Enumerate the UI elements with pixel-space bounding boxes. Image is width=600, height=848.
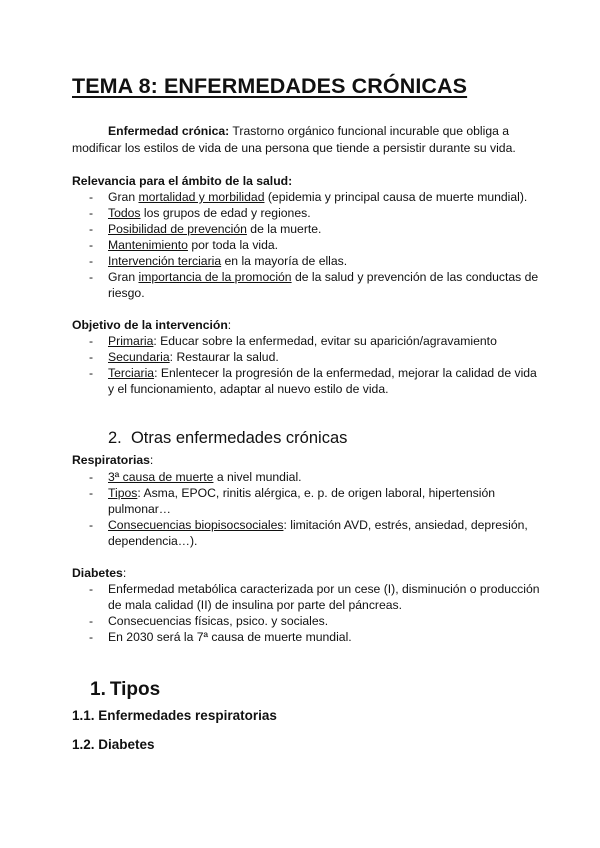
dash-bullet: - (89, 366, 94, 380)
list-item: - Posibilidad de prevención de la muerte. (89, 222, 322, 236)
definition-text: Trastorno orgánico funcional incurable que obliga a modificar los estilos de vida de una persona que tiende a persistir durante su vida. (72, 124, 516, 155)
list-item: - Enfermedad metabólica caracterizada por un cese (I), disminución o producción de mala calidad (II) de insulina por parte del páncreas. (89, 582, 540, 612)
dash-bullet: - (89, 190, 94, 204)
dash-bullet: - (89, 334, 94, 348)
respiratory-heading: Respiratorias: (72, 453, 154, 467)
definition-term: Enfermedad crónica: (108, 124, 230, 138)
subheading-diabetes: 1.2. Diabetes (72, 737, 155, 752)
list-item: - Secundaria: Restaurar la salud. (89, 350, 279, 364)
list-item: - Consecuencias biopisocsociales: limitación AVD, estrés, ansiedad, depresión, dependencia…). (89, 518, 528, 548)
dash-bullet: - (89, 238, 94, 252)
dash-bullet: - (89, 206, 94, 220)
list-item: - 3ª causa de muerte a nivel mundial. (89, 470, 302, 484)
dash-bullet: - (89, 222, 94, 236)
diabetes-list (72, 581, 542, 645)
dash-bullet: - (89, 254, 94, 268)
objective-list (72, 333, 542, 397)
objective-heading: Objetivo de la intervención: (72, 318, 232, 332)
dash-bullet: - (89, 630, 94, 644)
list-item: - Gran importancia de la promoción de la salud y prevención de las conductas de riesgo. (89, 270, 539, 300)
list-item: - Gran mortalidad y morbilidad (epidemia y principal causa de muerte mundial). (89, 190, 528, 204)
list-item: - Todos los grupos de edad y regiones. (89, 206, 311, 220)
dash-bullet: - (89, 270, 94, 284)
list-item: - En 2030 será la 7ª causa de muerte mundial. (89, 630, 352, 644)
dash-bullet: - (89, 486, 94, 500)
tipos-heading: 1. Tipos (90, 679, 161, 700)
dash-bullet: - (89, 350, 94, 364)
dash-bullet: - (89, 614, 94, 628)
diabetes-heading: Diabetes: (72, 566, 127, 580)
subheading-respiratory: 1.1. Enfermedades respiratorias (72, 708, 277, 723)
list-item: - Intervención terciaria en la mayoría de ellas. (89, 254, 348, 268)
respiratory-list (72, 469, 542, 549)
section-heading: 2. Otras enfermedades crónicas (108, 429, 348, 447)
relevance-list (72, 189, 542, 301)
list-item: - Consecuencias físicas, psico. y sociales. (89, 614, 329, 628)
list-item: - Tipos: Asma, EPOC, rinitis alérgica, e. p. de origen laboral, hipertensión pulmonar… (89, 486, 496, 516)
definition-paragraph (72, 123, 532, 157)
dash-bullet: - (89, 470, 94, 484)
list-item: - Primaria: Educar sobre la enfermedad, evitar su aparición/agravamiento (89, 334, 497, 348)
dash-bullet: - (89, 582, 94, 596)
list-item: - Mantenimiento por toda la vida. (89, 238, 279, 252)
list-item: - Terciaria: Enlentecer la progresión de la enfermedad, mejorar la calidad de vida y el funcionamiento, adaptar al nuevo estilo de vida. (89, 366, 537, 396)
dash-bullet: - (89, 518, 94, 532)
page-title: TEMA 8: ENFERMEDADES CRÓNICAS (72, 74, 468, 98)
relevance-heading: Relevancia para el ámbito de la salud: (72, 174, 293, 188)
